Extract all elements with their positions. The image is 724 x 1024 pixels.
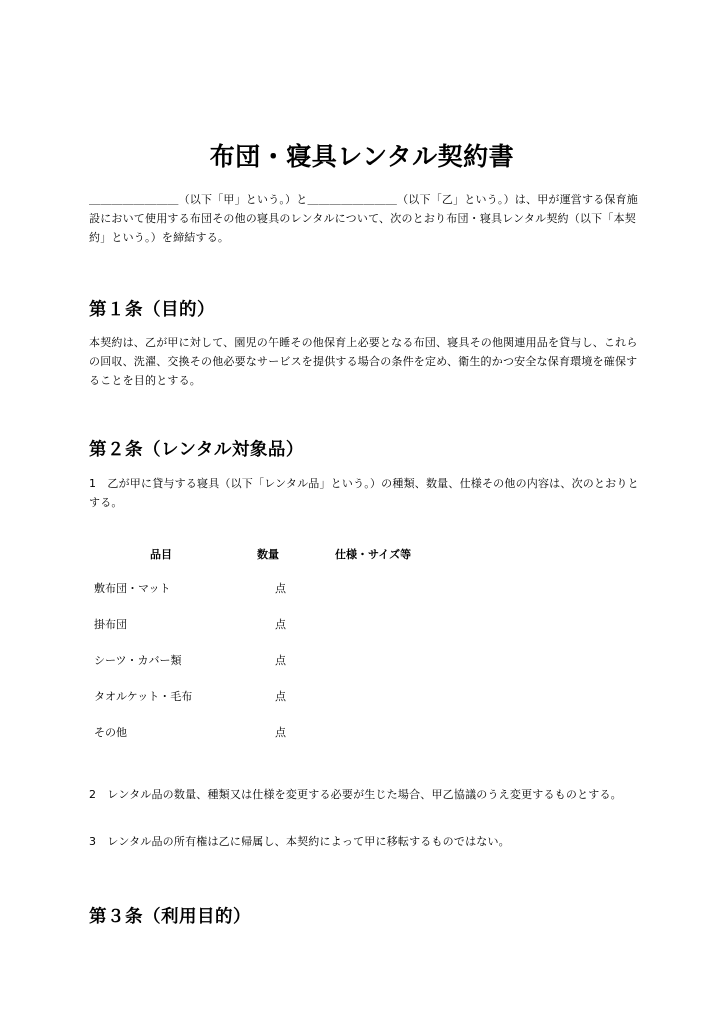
table-row-quantity: 点 <box>275 726 286 739</box>
table-header-quantity: 数量 <box>257 548 279 561</box>
table-row-item: シーツ・カバー類 <box>94 654 182 667</box>
table-row-quantity: 点 <box>275 582 286 595</box>
article-3-heading: 第３条（利用目的） <box>89 907 251 927</box>
table-row-item: 敷布団・マット <box>94 582 171 595</box>
table-row-quantity: 点 <box>275 618 286 631</box>
table-row-item: その他 <box>94 726 127 739</box>
table-row-item: タオルケット・毛布 <box>94 690 193 703</box>
table-header-spec: 仕様・サイズ等 <box>335 548 412 561</box>
table-row-quantity: 点 <box>275 654 286 667</box>
article-1-body: 本契約は、乙が甲に対して、園児の午睡その他保育上必要となる布団、寝具その他関連用品を貸与し、これらの回収、洗濯、交換その他必要なサービスを提供する場合の条件を定め、衛生的かつ安全な保育環境を確保することを目的とする。 <box>89 336 638 387</box>
article-2-paragraph-3: 3 レンタル品の所有権は乙に帰属し、本契約によって甲に移転するものではない。 <box>89 835 510 848</box>
document-title: 布団・寝具レンタル契約書 <box>209 141 515 171</box>
table-row-item: 掛布団 <box>94 618 127 631</box>
article-1-heading: 第１条（目的） <box>89 300 215 320</box>
article-2-paragraph-2: 2 レンタル品の数量、種類又は仕様を変更する必要が生じた場合、甲乙協議のうえ変更するものとする。 <box>89 788 622 801</box>
intro-paragraph: ＿＿＿＿＿＿＿＿（以下「甲」という。）と＿＿＿＿＿＿＿＿（以下「乙」という。）は、甲が運営する保育施設において使用する布団その他の寝具のレンタルについて、次のとおり布団・寝具レンタル契約（以下「本契約」という。）を締結する。 <box>89 193 638 244</box>
article-2-heading: 第２条（レンタル対象品） <box>89 440 304 460</box>
table-row-quantity: 点 <box>275 690 286 703</box>
article-2-paragraph-1: 1 乙が甲に貸与する寝具（以下「レンタル品」という。）の種類、数量、仕様その他の内容は、次のとおりとする。 <box>89 477 639 509</box>
table-header-item: 品目 <box>150 548 172 561</box>
